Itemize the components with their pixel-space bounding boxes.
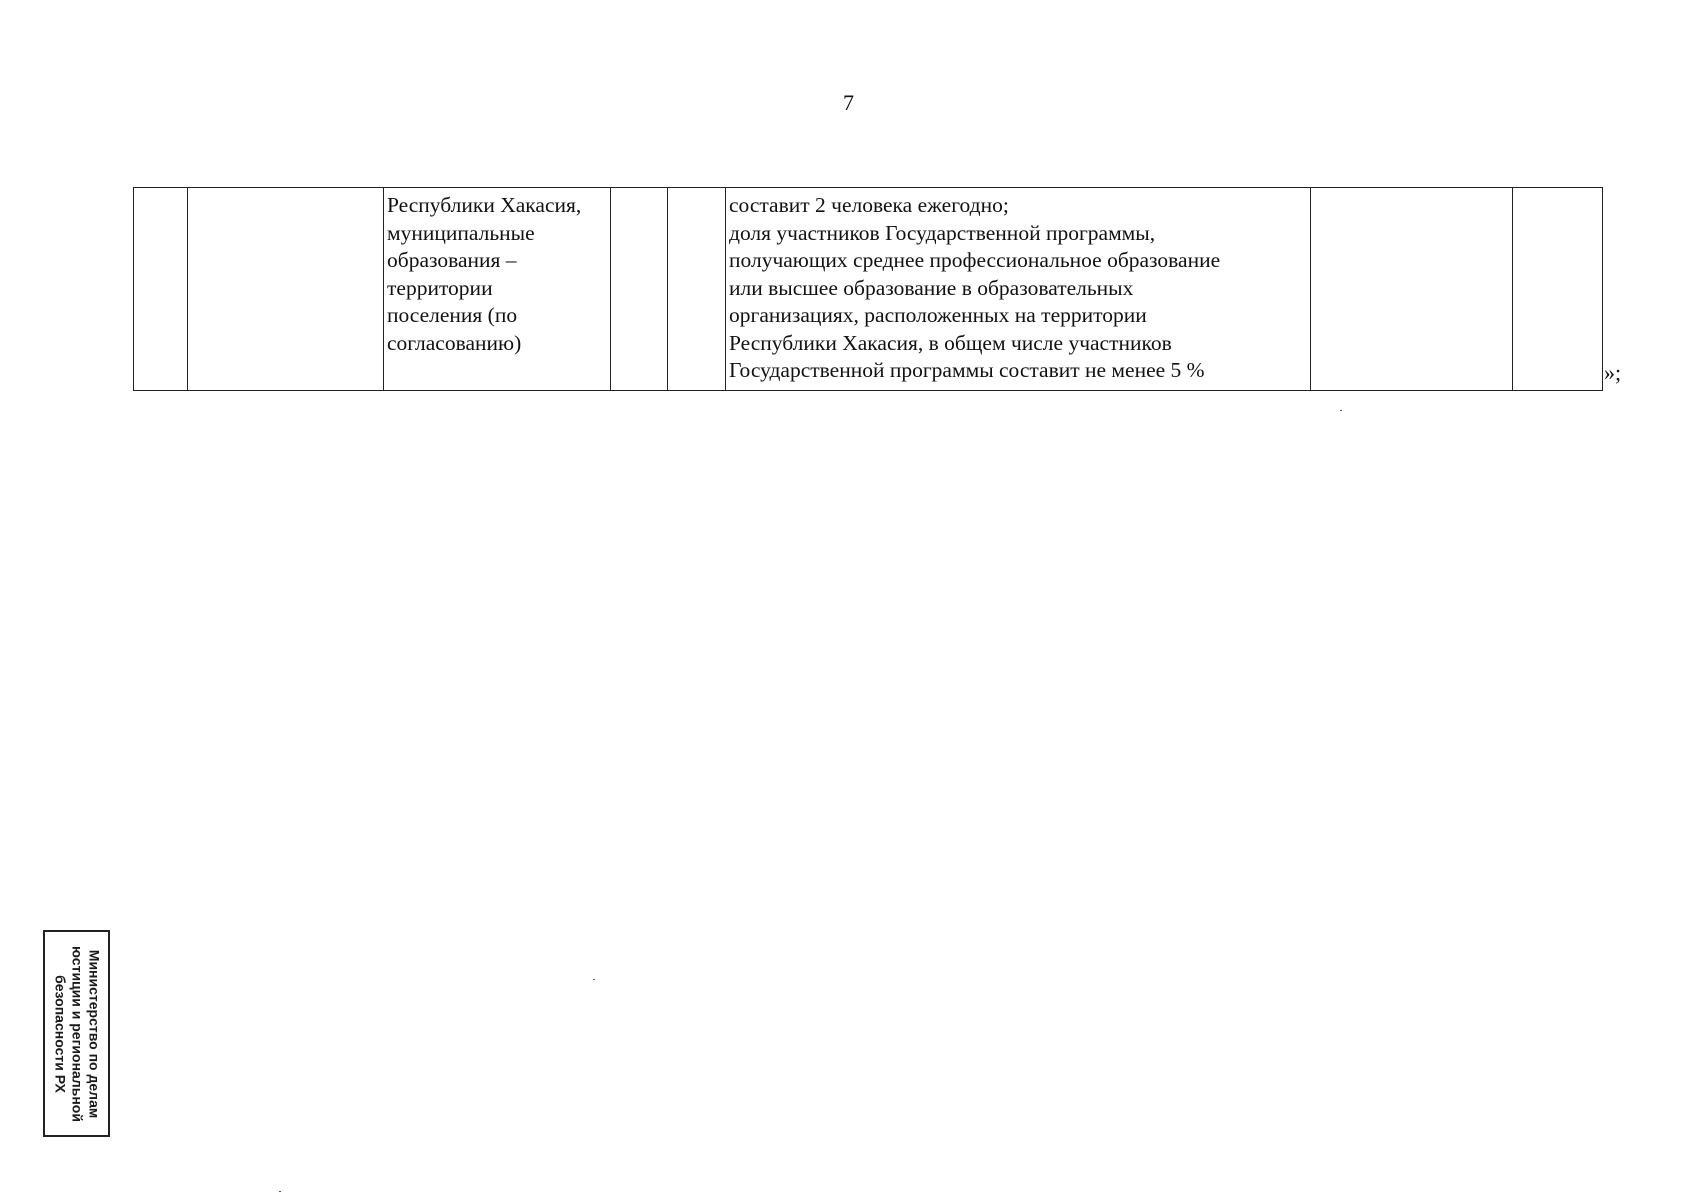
table-cell-2 [188, 188, 384, 391]
stamp-line: юстиции и региональной [69, 945, 85, 1122]
stamp-line: безопасности РХ [52, 974, 68, 1093]
scan-speck [593, 979, 595, 980]
indicators-text: составит 2 человека ежегодно; доля участников Государственной программы, получающих среднее профессиональное образование или высшее образование в образовательных организациях, расположенных на территории Республики Хакасия, в общем числе участников Государственной программы составит не менее 5 % [729, 193, 1221, 382]
table-cell-7 [1311, 188, 1513, 391]
stamp-text [51, 934, 102, 1134]
program-table [133, 187, 1603, 391]
scan-speck [1340, 410, 1342, 411]
table-cell-8 [1513, 188, 1603, 391]
executors-text: Республики Хакасия, муниципальные образования – территории поселения (по согласованию) [387, 193, 582, 355]
table-cell-executors [384, 188, 611, 391]
table-cell-1 [134, 188, 188, 391]
table-cell-indicators [726, 188, 1311, 391]
scan-speck [279, 1191, 281, 1192]
closing-quote-mark: »; [1604, 360, 1622, 385]
table-cell-5 [668, 188, 726, 391]
table-cell-4 [611, 188, 668, 391]
page-number: 7 [843, 90, 854, 115]
stamp-line: Министерство по делам [86, 949, 102, 1118]
ministry-stamp [43, 930, 110, 1137]
table-row [134, 188, 1603, 391]
